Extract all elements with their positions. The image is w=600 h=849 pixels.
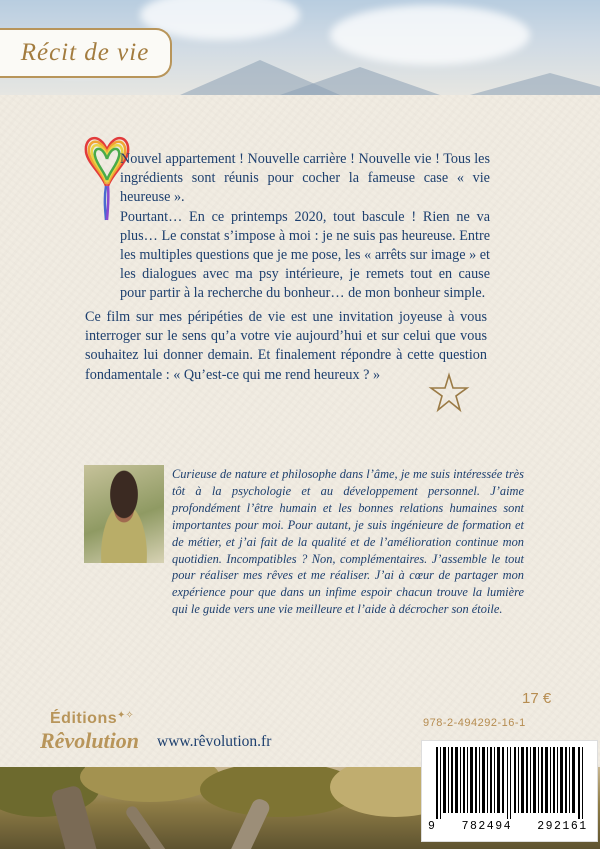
publisher-logo [40, 710, 138, 762]
publisher-website[interactable]: www.rêvolution.fr [157, 733, 272, 750]
author-bio [172, 466, 524, 618]
isbn-number: 978-2-494292-16-1 [423, 717, 526, 729]
logo-stars-icon: ✦✧ [117, 710, 134, 721]
barcode [421, 740, 598, 842]
intro-paragraph-1: Nouvel appartement ! Nouvelle carrière ! Nouvelle vie ! Tous les ingrédients sont réunis pour cocher la fameuse case « vie heureuse ». [120, 151, 490, 206]
author-bio-text-cont: J’ai à cœur de partager mon expérience pour que dans un infime espoir chacun trouve la lumière qui le guide vers une vie meilleure et l’aide à décrocher son étoile. [172, 568, 524, 617]
publisher-logo-line1: Éditions [50, 710, 118, 727]
barcode-digits: 9 782494 292161 [428, 820, 588, 833]
intro-text [120, 150, 490, 304]
intro-paragraph-3: Ce film sur mes péripéties de vie est une invitation joyeuse à vous interroger sur le sens qu’a votre vie aujourd’hui et sur celui que vous souhaitez lui donner demain. Et finalement répondre à cette question fondamentale : « Qu’est-ce qui me rend heureux ? » [85, 309, 487, 383]
author-photo [84, 465, 164, 563]
price-label: 17 € [522, 690, 552, 707]
intro-paragraph-2: Pourtant… En ce printemps 2020, tout bascule ! Rien ne va plus… Le constat s’impose à moi : je ne suis pas heureuse. Entre les multiples questions que je me pose, les « arrêts sur image » et les dialogues avec ma psy intérieure, je remets tout en cause pour partir à la recherche du bonheur… de mon bonheur simple. [120, 208, 490, 302]
genre-tag: Récit de vie [0, 28, 172, 78]
star-doodle-icon [428, 371, 470, 413]
author-bio-text: Curieuse de nature et philosophe dans l’âme, je me suis intéressée très tôt à la psychologie et au développement personnel. J’aime profondément l’être humain et les bonnes relations humaines sont importantes pour moi. Pour autant, je suis ingénieure de formation et de métier, et j’ai fait de la qualité et de l’amélioration continue mon quotidien. Incompatibles ? Non, complémentaires. J’assemble le tout pour réaliser mes rêves et me réaliser. [172, 467, 524, 583]
publisher-logo-line2: Rêvolution [40, 728, 140, 753]
barcode-bars [428, 747, 592, 819]
